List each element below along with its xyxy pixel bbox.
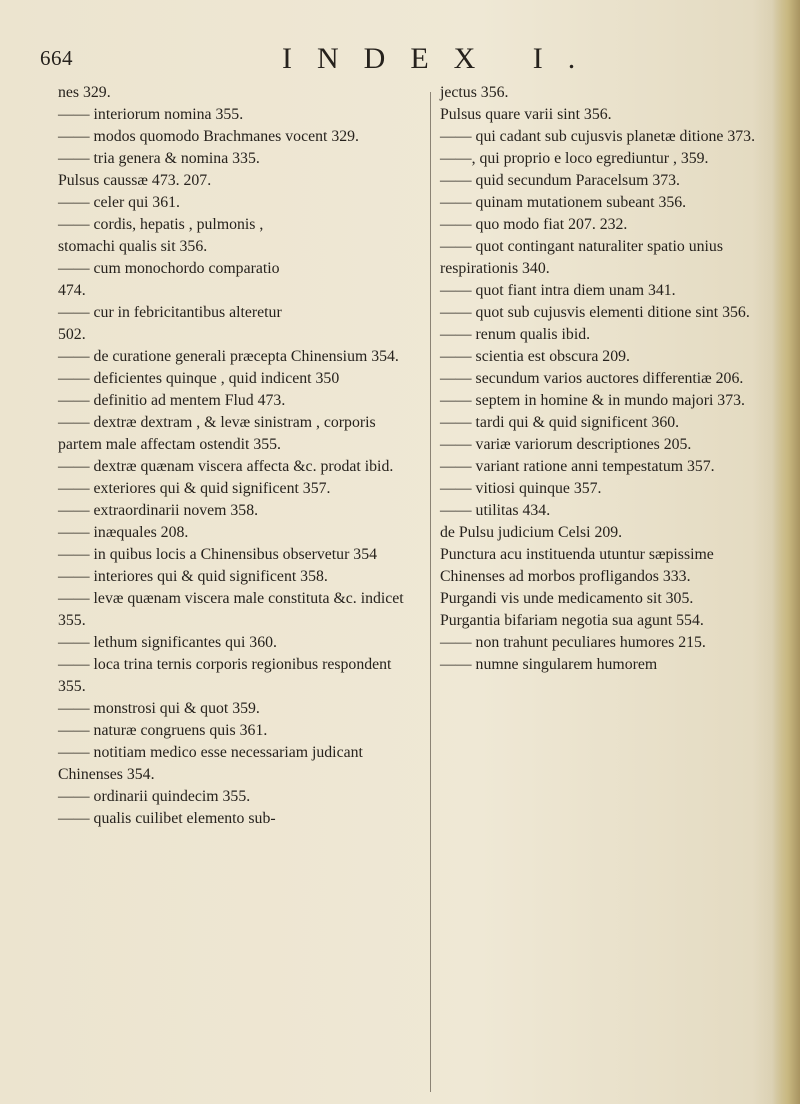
index-entry: —— septem in homine & in mundo majori 373. [440, 392, 745, 409]
index-entry: —— cum monochordo comparatio [58, 260, 280, 277]
index-entry: —— definitio ad mentem Flud 473. [58, 392, 286, 409]
index-entry: —— variant ratione anni tempestatum 357. [440, 458, 715, 475]
index-entry: —— loca trina ternis corporis regionibus respondent 355. [58, 656, 392, 695]
index-entry: —— qui cadant sub cujusvis planetæ ditione 373. [440, 128, 756, 145]
index-entry: —— interiores qui & quid significent 358. [58, 568, 328, 585]
index-entry: —— numne singularem humorem [440, 656, 658, 673]
running-head: INDEX I. [282, 42, 601, 75]
index-entry: —— quot contingant naturaliter spatio unius respirationis 340. [440, 238, 723, 277]
index-entry: de Pulsu judicium Celsi 209. [440, 524, 623, 541]
index-entry: —— extraordinarii novem 358. [58, 502, 259, 519]
index-entry: —— renum qualis ibid. [440, 326, 591, 343]
index-entry: Pulsus caussæ 473. 207. [58, 172, 212, 189]
index-entry: —— quinam mutationem subeant 356. [440, 194, 687, 211]
index-entry: 502. [58, 326, 86, 343]
index-entry: —— inæquales 208. [58, 524, 189, 541]
index-entry: —— ordinarii quindecim 355. [58, 788, 251, 805]
index-entry: jectus 356. [440, 84, 509, 101]
index-entry: —— quid secundum Paracelsum 373. [440, 172, 680, 189]
index-entry: —— levæ quænam viscera male constituta &c. indicet 355. [58, 590, 404, 629]
page-number: 664 [40, 46, 73, 70]
index-entry: —— scientia est obscura 209. [440, 348, 630, 365]
index-entry: —— variæ variorum descriptiones 205. [440, 436, 692, 453]
index-entry: —— quot fiant intra diem unam 341. [440, 282, 676, 299]
index-entry: 474. [58, 282, 86, 299]
index-entry: —— cordis, hepatis , pulmonis , [58, 216, 264, 233]
index-entry: —— interiorum nomina 355. [58, 106, 244, 123]
index-entry: Pulsus quare varii sint 356. [440, 106, 612, 123]
index-entry: —— dextræ quænam viscera affecta &c. prodat ibid. [58, 458, 394, 475]
index-entry: —— notitiam medico esse necessariam judicant Chinenses 354. [58, 744, 363, 783]
index-entry: —— naturæ congruens quis 361. [58, 722, 268, 739]
index-entry: —— tria genera & nomina 335. [58, 150, 260, 167]
index-entry: —— deficientes quinque , quid indicent 350 [58, 370, 340, 387]
index-entry: —— quot sub cujusvis elementi ditione sint 356. [440, 304, 750, 321]
index-entry: —— lethum significantes qui 360. [58, 634, 277, 651]
index-entry: —— in quibus locis a Chinensibus observetur 354 [58, 546, 377, 563]
index-entry: —— cur in febricitantibus alteretur [58, 304, 282, 321]
index-entry: ——, qui proprio e loco egrediuntur , 359. [440, 150, 709, 167]
page-header [0, 42, 800, 82]
index-entry: nes 329. [58, 84, 111, 101]
page-edge-shadow [772, 0, 800, 1104]
index-entry: —— utilitas 434. [440, 502, 551, 519]
index-entry: —— quo modo fiat 207. 232. [440, 216, 628, 233]
index-entry: —— vitiosi quinque 357. [440, 480, 602, 497]
index-entry: —— de curatione generali præcepta Chinensium 354. [58, 348, 399, 365]
column-divider [430, 92, 431, 1092]
right-column [440, 82, 770, 676]
index-entry: —— tardi qui & quid significent 360. [440, 414, 680, 431]
index-entry: —— dextræ dextram , & levæ sinistram , corporis partem male affectam ostendit 355. [58, 414, 376, 453]
left-column [58, 82, 420, 830]
index-entry: —— monstrosi qui & quot 359. [58, 700, 260, 717]
index-entry: Punctura acu instituenda utuntur sæpissime Chinenses ad morbos profligandos 333. [440, 546, 714, 585]
index-entry: —— qualis cuilibet elemento sub- [58, 810, 276, 827]
index-entry: —— exteriores qui & quid significent 357. [58, 480, 331, 497]
index-entry: —— modos quomodo Brachmanes vocent 329. [58, 128, 359, 145]
index-entry: —— celer qui 361. [58, 194, 180, 211]
index-entry: Purgantia bifariam negotia sua agunt 554. [440, 612, 704, 629]
index-entry: stomachi qualis sit 356. [58, 238, 208, 255]
index-entry: —— secundum varios auctores differentiæ 206. [440, 370, 744, 387]
index-entry: Purgandi vis unde medicamento sit 305. [440, 590, 694, 607]
index-entry: —— non trahunt peculiares humores 215. [440, 634, 706, 651]
